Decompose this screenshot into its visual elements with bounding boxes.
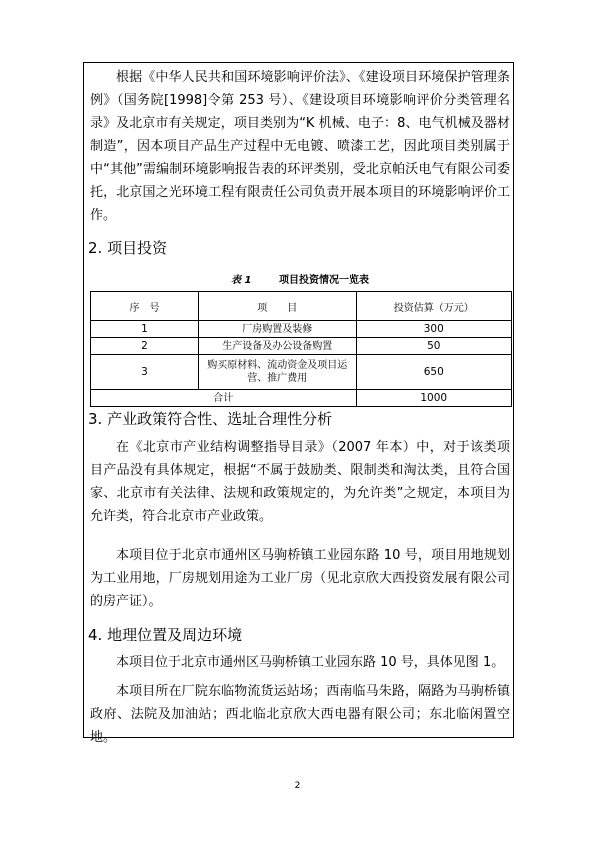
investment-table [90,291,512,407]
table-total-row [91,390,512,407]
table-row [91,355,512,390]
row-item: 厂房购置及装修 [198,321,356,338]
row-number: 2 [91,338,199,355]
total-amount: 1000 [356,390,512,407]
section-2-heading: 2. 项目投资 [88,239,168,257]
section-3-paragraph-2: 本项目位于北京市通州区马驹桥镇工业园东路 10 号，项目用地规划为工业用地，厂房规划用途为工业厂房（见北京欣大西投资发展有限公司的房产证）。 [90,548,510,609]
section-4-heading: 4. 地理位置及周边环境 [88,626,243,644]
section-3-heading: 3. 产业政策符合性、选址合理性分析 [88,410,333,428]
row-amount: 300 [356,321,512,338]
table-caption-number: 表 1 [231,275,252,286]
intro-paragraph: 根据《中华人民共和国环境影响评价法》、《建设项目环境保护管理条例》（国务院[1998]令第 253 号）、《建设项目环境影响评价分类管理名录》及北京市有关规定，项目类别为“K 机械、电子：8、电气机械及器材制造”，因本项目产品生产过程中无电镀、喷漆工艺，因此项目类别属于中“其他”需编制环境影响报告表的环评类别，受北京帕沃电气有限公司委托，北京国之光环境工程有限责任公司负责开展本项目的环境影响评价工作。 [90,70,510,223]
section-4-paragraph-1: 本项目位于北京市通州区马驹桥镇工业园东路 10 号，具体见图 1。 [116,655,505,670]
table-row [91,321,512,338]
row-item: 购买原材料、流动资金及项目运营、推广费用 [198,355,356,390]
section-3-paragraph-1: 在《北京市产业结构调整指导目录》（2007 年本）中，对于该类项目产品没有具体规定，根据“不属于鼓励类、限制类和淘汰类，且符合国家、北京市有关法律、法规和政策规定的，为允许类”之规定，本项目为允许类，符合北京市产业政策。 [90,440,510,524]
header-amount: 投资估算（万元） [356,292,512,321]
header-number: 序 号 [91,292,199,321]
page-number: 2 [294,781,301,791]
row-number: 3 [91,355,199,390]
section-4-paragraph-2: 本项目所在厂院东临物流货运站场；西南临马朱路，隔路为马驹桥镇政府、法院及加油站；西北临北京欣大西电器有限公司；东北临闲置空地。 [90,684,510,745]
row-amount: 50 [356,338,512,355]
table-header-row [91,292,512,321]
row-number: 1 [91,321,199,338]
row-amount: 650 [356,355,512,390]
total-label: 合计 [91,390,357,407]
header-item: 项 目 [198,292,356,321]
row-item: 生产设备及办公设备购置 [198,338,356,355]
table-caption-title: 项目投资情况一览表 [278,275,369,286]
table-row [91,338,512,355]
table-caption [90,271,510,286]
